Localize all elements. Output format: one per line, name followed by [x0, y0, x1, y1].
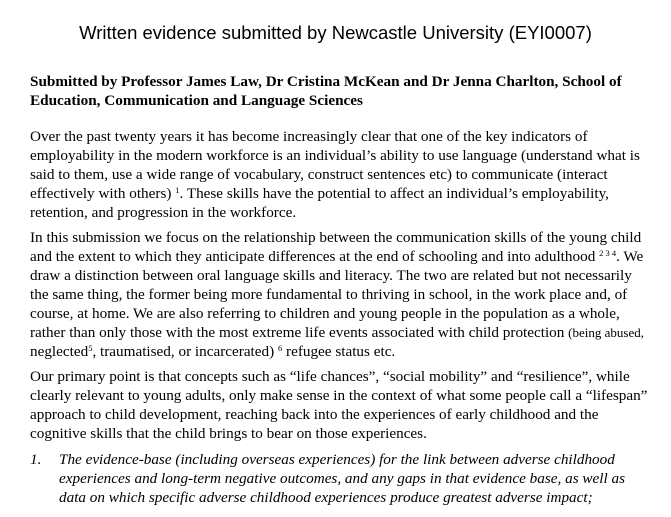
paragraph-1-line: said to them, use a wide range of vocabulary, construct sentences etc) to communicate (interact: [30, 166, 608, 183]
list-item-line: data on which specific adverse childhood experiences produce greatest adverse impact;: [59, 489, 593, 506]
paragraph-1-text: . These skills have the potential to affect an individual’s employability,: [179, 185, 609, 202]
submitted-by-line-1: Submitted by Professor James Law, Dr Cristina McKean and Dr Jenna Charlton, School of: [30, 73, 622, 90]
paragraph-2-text: . We: [616, 248, 644, 265]
list-item-line: The evidence-base (including overseas experiences) for the link between adverse childhood: [59, 451, 615, 468]
paragraph-2-small-text: (being abused,: [568, 325, 644, 340]
footnote-ref-2-3-4[interactable]: 2 3 4: [599, 248, 617, 258]
paragraph-1-line: Over the past twenty years it has become increasingly clear that one of the key indicators of: [30, 128, 588, 145]
paragraph-1-text: effectively with others): [30, 185, 176, 202]
submitted-by: [30, 72, 655, 110]
paragraph-1-line: [30, 184, 655, 203]
paragraph-3: [30, 367, 655, 443]
list-item-number: 1.: [30, 451, 42, 468]
paragraph-2-line: the same thing, the former being more fundamental to thriving in school, in the work place and, of: [30, 286, 628, 303]
paragraph-2-line: [30, 247, 655, 266]
paragraph-1: [30, 127, 655, 222]
paragraph-2-text: , traumatised, or incarcerated): [92, 343, 278, 360]
footnote-ref-6[interactable]: 6: [277, 343, 283, 353]
paragraph-1-line: employability in the modern workforce is an individual’s ability to use language (understand what is: [30, 147, 640, 164]
footnote-ref-1[interactable]: 1: [175, 185, 180, 195]
paragraph-2-text: rather than only those with the most extreme life events associated with child protection: [30, 324, 569, 341]
footnote-ref-5[interactable]: 5: [88, 343, 93, 353]
paragraph-2-line: [30, 323, 655, 342]
paragraph-2-line: In this submission we focus on the relationship between the communication skills of the young child: [30, 229, 642, 246]
paragraph-2-text: refugee status etc.: [282, 343, 396, 360]
paragraph-2-line: [30, 342, 655, 361]
paragraph-3-line: clearly relevant to young adults, only make sense in the context of what some people call a “lifespan”: [30, 387, 648, 404]
list-item-text: [59, 450, 659, 507]
paragraph-1-line: retention, and progression in the workforce.: [30, 204, 297, 221]
submitted-by-line-2: Education, Communication and Language Sciences: [30, 92, 363, 109]
paragraph-2-text: neglected: [30, 343, 89, 360]
list-item-line: experiences and long-term negative outcomes, and any gaps in that evidence base, as well as: [59, 470, 626, 487]
paragraph-3-line: cognitive skills that the child brings to bear on those experiences.: [30, 425, 427, 442]
paragraph-3-line: approach to child development, reaching back into the experiences of early childhood and the: [30, 406, 599, 423]
paragraph-2: [30, 228, 655, 361]
paragraph-2-line: course, at home. We are also referring to children and young people in the population as a whole,: [30, 305, 620, 322]
paragraph-3-line: Our primary point is that concepts such as “life chances”, “social mobility” and “resilience”, while: [30, 368, 630, 385]
paragraph-2-text: and the extent to which they anticipate differences at the end of schooling and into adulthood: [30, 248, 600, 265]
document-title: Written evidence submitted by Newcastle University (EYI0007): [79, 22, 592, 43]
paragraph-2-line: draw a distinction between oral language skills and literacy. The two are related but not necessarily: [30, 267, 632, 284]
